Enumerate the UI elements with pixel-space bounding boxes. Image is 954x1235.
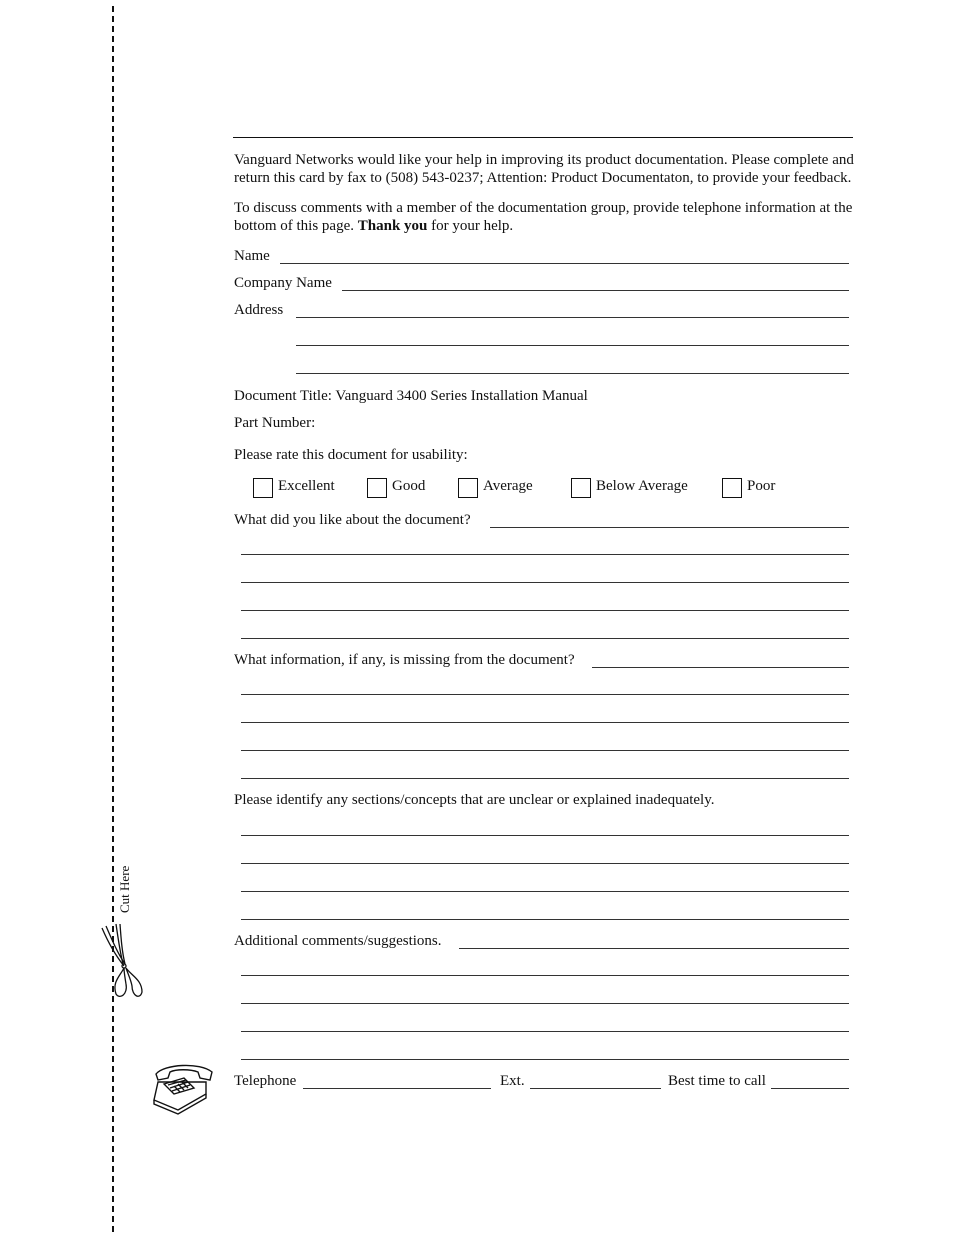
rating-checkbox-poor[interactable]: [722, 478, 742, 498]
rating-checkbox-excellent[interactable]: [253, 478, 273, 498]
liked-question: What did you like about the document?: [234, 512, 471, 528]
part-number-label: Part Number:: [234, 415, 316, 431]
unclear-field-3[interactable]: [241, 891, 849, 892]
liked-field-1[interactable]: [241, 554, 849, 555]
top-rule: [233, 137, 853, 138]
intro-paragraph-1: Vanguard Networks would like your help in improving its product documentation. Please complete and return this card by fax to (508) 543-0237; Attention: Product Documentaton, to provide your feedback.: [234, 152, 854, 186]
cut-line: [112, 6, 114, 1232]
ext-label: Ext.: [500, 1073, 525, 1089]
company-label: Company Name: [234, 275, 332, 291]
missing-field-4[interactable]: [241, 778, 849, 779]
missing-field-1[interactable]: [241, 694, 849, 695]
liked-field-3[interactable]: [241, 610, 849, 611]
intro-text-end: for your help.: [431, 218, 514, 234]
liked-field-4[interactable]: [241, 638, 849, 639]
company-field[interactable]: [342, 290, 849, 291]
best-time-field[interactable]: [771, 1088, 849, 1089]
additional-question: Additional comments/suggestions.: [234, 933, 442, 949]
rating-label-below-average: Below Average: [596, 478, 688, 494]
best-time-label: Best time to call: [668, 1073, 766, 1089]
thank-you-text: Thank you: [357, 218, 428, 234]
rating-checkbox-average[interactable]: [458, 478, 478, 498]
address-field-2[interactable]: [296, 345, 849, 346]
unclear-field-2[interactable]: [241, 863, 849, 864]
rating-label-excellent: Excellent: [278, 478, 335, 494]
document-title: Document Title: Vanguard 3400 Series Installation Manual: [234, 388, 588, 404]
additional-field-4[interactable]: [241, 1059, 849, 1060]
cut-here-label: Cut Here: [117, 865, 132, 913]
missing-field-0[interactable]: [592, 667, 849, 668]
rating-label-poor: Poor: [747, 478, 776, 494]
telephone-icon: [150, 1060, 218, 1116]
rating-checkbox-good[interactable]: [367, 478, 387, 498]
unclear-field-4[interactable]: [241, 919, 849, 920]
rating-label-good: Good: [392, 478, 426, 494]
name-label: Name: [234, 248, 270, 264]
telephone-label: Telephone: [234, 1073, 297, 1089]
additional-field-3[interactable]: [241, 1031, 849, 1032]
missing-question: What information, if any, is missing from the document?: [234, 652, 575, 668]
rating-prompt: Please rate this document for usability:: [234, 447, 468, 463]
telephone-field[interactable]: [303, 1088, 491, 1089]
scissors-icon: [98, 922, 148, 1002]
intro-text: To discuss comments with a member of the documentation group, provide telephone information at the bottom of this page.: [234, 200, 853, 234]
additional-field-1[interactable]: [241, 975, 849, 976]
unclear-field-1[interactable]: [241, 835, 849, 836]
name-field[interactable]: [280, 263, 849, 264]
missing-field-3[interactable]: [241, 750, 849, 751]
additional-field-2[interactable]: [241, 1003, 849, 1004]
missing-field-2[interactable]: [241, 722, 849, 723]
additional-field-0[interactable]: [459, 948, 849, 949]
unclear-question: Please identify any sections/concepts that are unclear or explained inadequately.: [234, 792, 715, 808]
ext-field[interactable]: [530, 1088, 661, 1089]
liked-field-2[interactable]: [241, 582, 849, 583]
intro-paragraph-2: [234, 199, 854, 235]
rating-checkbox-below-average[interactable]: [571, 478, 591, 498]
rating-label-average: Average: [483, 478, 533, 494]
address-label: Address: [234, 302, 284, 318]
address-field-3[interactable]: [296, 373, 849, 374]
liked-field-0[interactable]: [490, 527, 849, 528]
address-field-1[interactable]: [296, 317, 849, 318]
